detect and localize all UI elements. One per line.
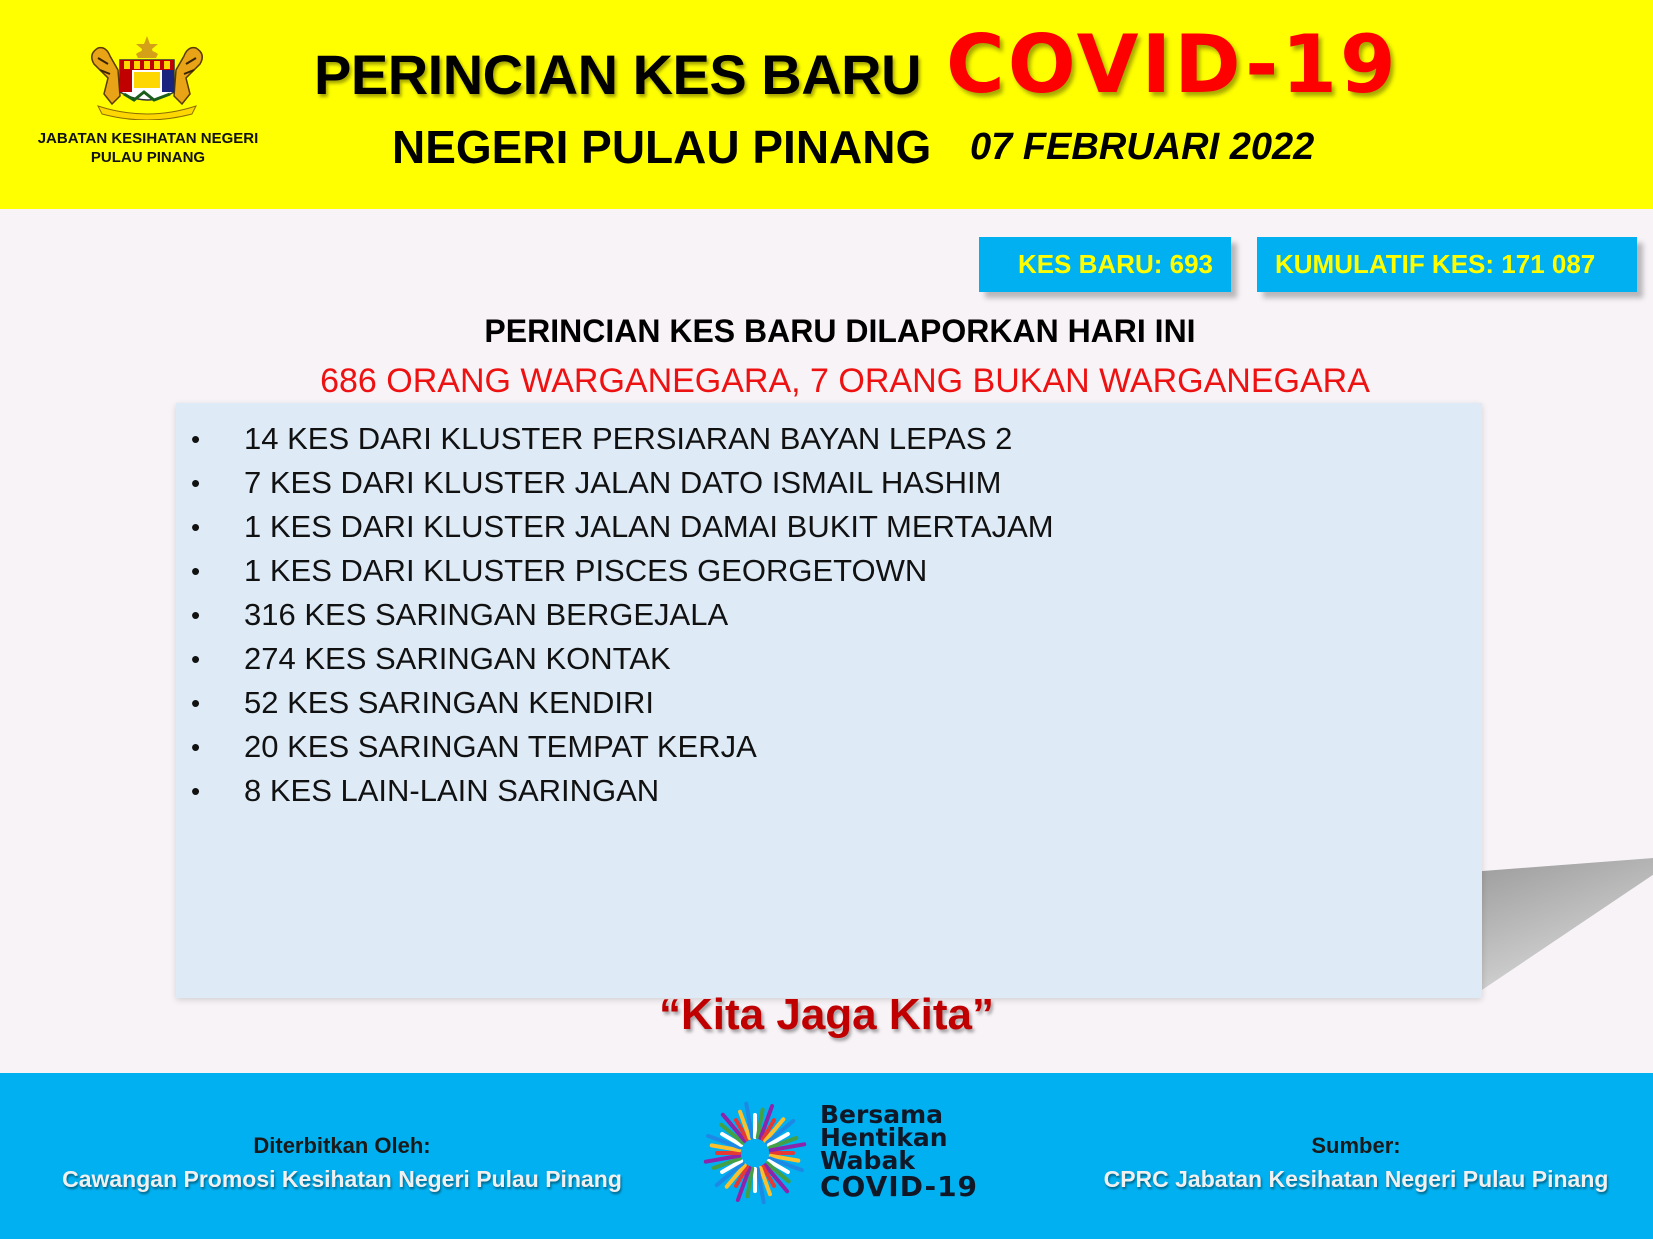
list-item-text: 52 KES SARINGAN KENDIRI	[244, 685, 655, 720]
campaign-logo-text	[820, 1100, 979, 1203]
agency-name-line2: PULAU PINANG	[90, 149, 206, 166]
bullet-icon: •	[191, 776, 201, 806]
list-item	[176, 595, 1054, 639]
source-label: Sumber:	[1311, 1133, 1401, 1158]
cumulative-cases-label: KUMULATIF KES: 171 087	[1275, 249, 1596, 279]
bullet-icon: •	[191, 732, 201, 762]
bullet-icon: •	[191, 424, 201, 454]
publisher-name: Cawangan Promosi Kesihatan Negeri Pulau Pinang	[62, 1166, 622, 1192]
campaign-line1: Bersama	[820, 1100, 944, 1129]
list-item-text: 316 KES SARINGAN BERGEJALA	[244, 597, 729, 632]
list-item-text: 7 KES DARI KLUSTER JALAN DATO ISMAIL HASHIM	[244, 465, 1002, 500]
coat-of-arms-icon	[84, 34, 210, 120]
bullet-icon: •	[191, 600, 201, 630]
campaign-line4: COVID-19	[820, 1170, 979, 1203]
bullet-icon: •	[191, 512, 201, 542]
new-cases-badge	[979, 237, 1231, 292]
slogan: “Kita Jaga Kita”	[659, 990, 994, 1039]
case-breakdown-list	[176, 419, 1054, 815]
bullet-icon: •	[191, 556, 201, 586]
header-banner	[0, 0, 1653, 209]
section-heading: PERINCIAN KES BARU DILAPORKAN HARI INI	[484, 313, 1196, 349]
covid-title: COVID-19	[946, 18, 1399, 111]
report-date: 07 FEBRUARI 2022	[970, 126, 1315, 168]
footer-banner	[0, 1073, 1653, 1239]
citizenship-summary: 686 ORANG WARGANEGARA, 7 ORANG BUKAN WARGANEGARA	[320, 362, 1370, 400]
bullet-icon: •	[191, 688, 201, 718]
list-item-text: 20 KES SARINGAN TEMPAT KERJA	[244, 729, 757, 764]
list-item	[176, 727, 1054, 771]
list-item	[176, 507, 1054, 551]
list-item-text: 1 KES DARI KLUSTER JALAN DAMAI BUKIT MERTAJAM	[244, 509, 1054, 544]
case-breakdown-panel	[176, 403, 1482, 998]
campaign-line3: Wabak	[820, 1146, 915, 1175]
new-cases-label: KES BARU: 693	[1017, 249, 1213, 279]
published-by-label: Diterbitkan Oleh:	[253, 1133, 431, 1158]
source-name: CPRC Jabatan Kesihatan Negeri Pulau Pinang	[1103, 1166, 1609, 1192]
bullet-icon: •	[191, 468, 201, 498]
list-item	[176, 683, 1054, 727]
list-item-text: 1 KES DARI KLUSTER PISCES GEORGETOWN	[244, 553, 928, 588]
list-item-text: 14 KES DARI KLUSTER PERSIARAN BAYAN LEPAS 2	[244, 421, 1013, 456]
panel-shadow	[1470, 858, 1653, 998]
list-item-text: 8 KES LAIN-LAIN SARINGAN	[244, 773, 660, 808]
list-item	[176, 551, 1054, 595]
list-item-text: 274 KES SARINGAN KONTAK	[244, 641, 671, 676]
agency-name-line1: JABATAN KESIHATAN NEGERI	[37, 130, 259, 147]
state-title: NEGERI PULAU PINANG	[392, 121, 932, 173]
bullet-icon: •	[191, 644, 201, 674]
page-title: PERINCIAN KES BARU	[314, 43, 922, 106]
starburst-icon	[700, 1098, 810, 1208]
cumulative-cases-badge	[1257, 237, 1637, 292]
list-item	[176, 639, 1054, 683]
agency-name	[14, 129, 282, 167]
list-item	[176, 419, 1054, 463]
campaign-line2: Hentikan	[820, 1123, 948, 1152]
list-item	[176, 771, 1054, 815]
list-item	[176, 463, 1054, 507]
